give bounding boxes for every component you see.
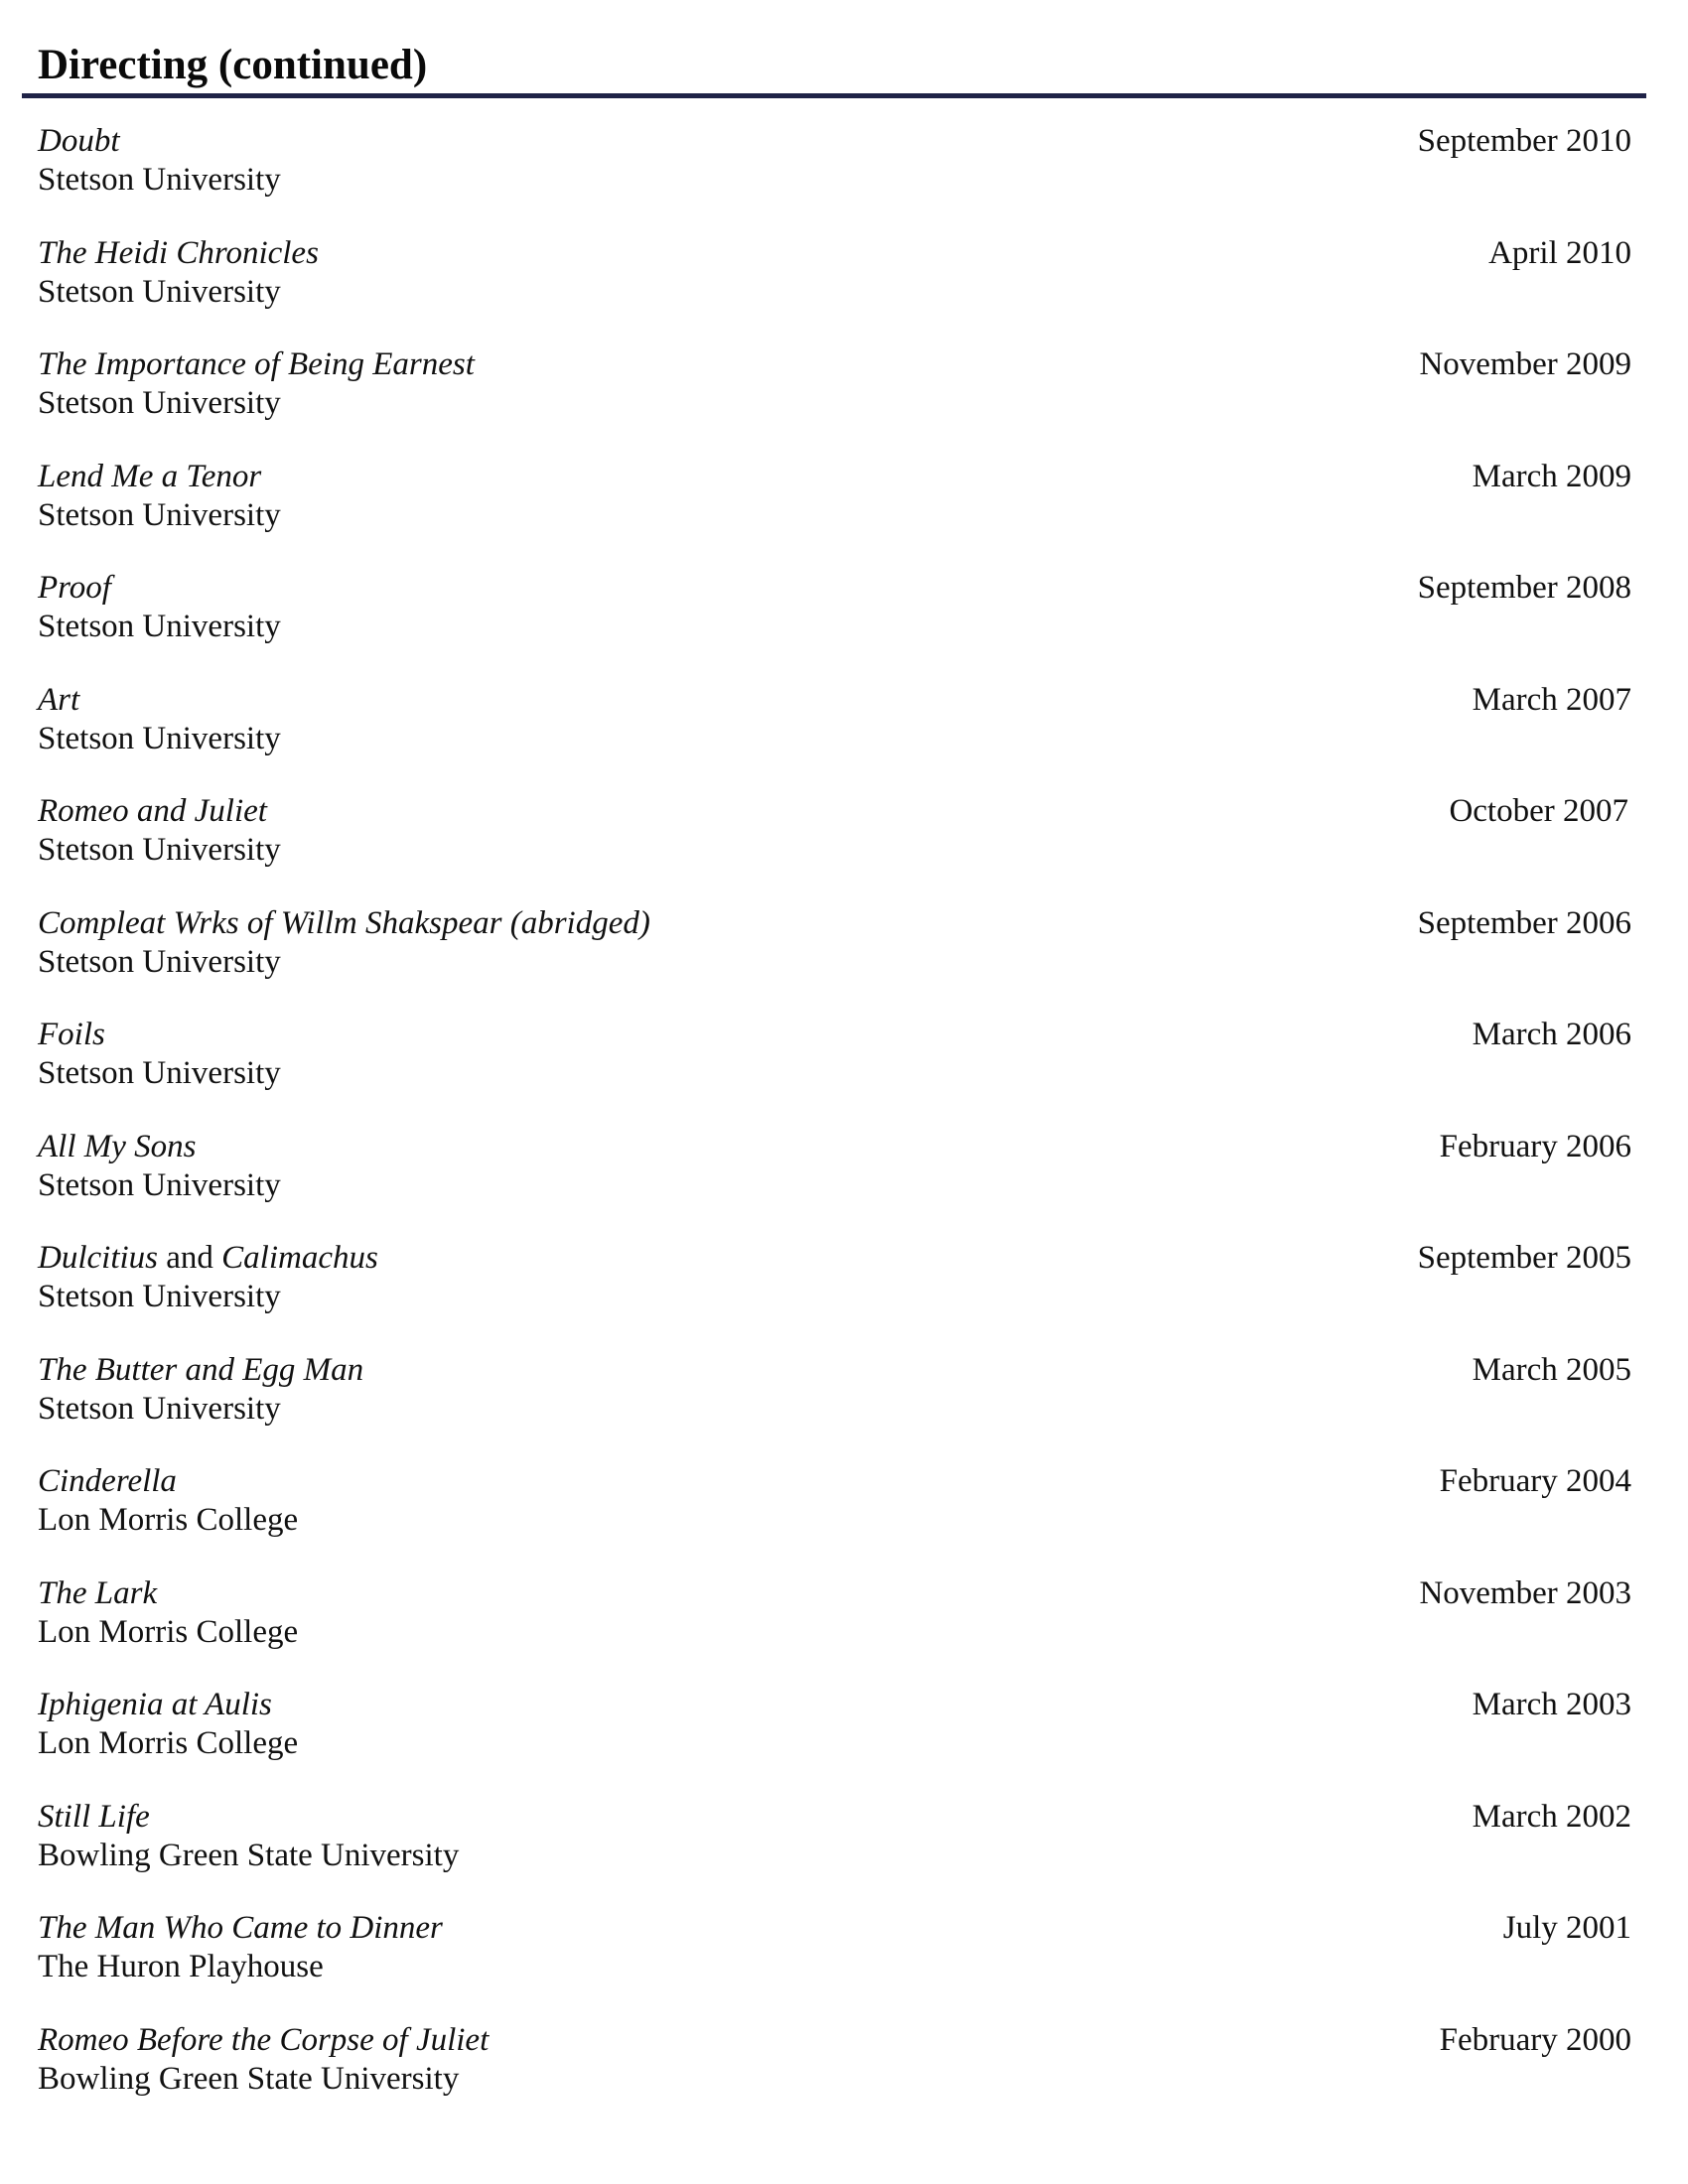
list-item [38, 1238, 1631, 1350]
section-heading: Directing (continued) [38, 42, 428, 88]
list-item [38, 233, 1631, 345]
production-date: October 2007 [1449, 793, 1628, 829]
production-date: November 2003 [1419, 1574, 1631, 1611]
production-venue: Stetson University [38, 943, 281, 980]
list-item [38, 903, 1631, 1016]
list-item [38, 121, 1631, 233]
production-venue: Stetson University [38, 496, 281, 533]
production-venue: Stetson University [38, 1279, 281, 1314]
production-title: Still Life [38, 1798, 150, 1835]
directing-list [38, 121, 1631, 2131]
production-title: The Man Who Came to Dinner [38, 1910, 443, 1946]
production-date: March 2009 [1472, 458, 1631, 494]
list-item [38, 568, 1631, 680]
production-title-part: Calimachus [221, 1240, 378, 1276]
production-title: Art [38, 681, 80, 718]
production-venue: Bowling Green State University [38, 2060, 460, 2097]
production-date: February 2004 [1439, 1463, 1631, 1499]
production-date: September 2006 [1417, 904, 1631, 941]
production-title: All My Sons [38, 1128, 197, 1164]
production-title-joiner: and [158, 1240, 222, 1276]
production-title: Foils [38, 1017, 105, 1052]
production-date: November 2009 [1419, 346, 1631, 382]
list-item [38, 1127, 1631, 1239]
production-title: The Importance of Being Earnest [38, 346, 475, 382]
production-date: September 2008 [1417, 570, 1631, 606]
production-title-part: Dulcitius [38, 1240, 158, 1276]
section-divider [22, 93, 1646, 98]
production-venue: Stetson University [38, 385, 281, 421]
production-date: March 2003 [1472, 1687, 1631, 1722]
list-item [38, 1015, 1631, 1127]
production-title: Romeo Before the Corpse of Juliet [38, 2021, 490, 2058]
production-title: Proof [38, 570, 111, 606]
production-venue: Stetson University [38, 1390, 281, 1427]
production-title: The Butter and Egg Man [38, 1351, 364, 1388]
production-date: September 2010 [1417, 123, 1631, 159]
production-title: Doubt [38, 123, 120, 159]
production-venue: Lon Morris College [38, 1502, 299, 1538]
production-venue: Stetson University [38, 832, 281, 868]
production-date: March 2006 [1472, 1017, 1631, 1052]
production-date: July 2001 [1502, 1910, 1631, 1946]
list-item [38, 791, 1631, 903]
list-item [38, 344, 1631, 457]
production-venue: Stetson University [38, 162, 281, 198]
production-venue: Stetson University [38, 609, 281, 644]
production-date: March 2007 [1472, 681, 1631, 718]
production-title: Cinderella [38, 1463, 177, 1499]
production-venue: Stetson University [38, 273, 281, 310]
list-item [38, 2020, 1631, 2132]
production-title: Lend Me a Tenor [38, 458, 262, 494]
production-date: February 2000 [1439, 2021, 1631, 2058]
list-item [38, 1797, 1631, 1909]
production-venue: Stetson University [38, 1055, 281, 1091]
production-title: Compleat Wrks of Willm Shakspear (abridged) [38, 904, 650, 941]
production-venue: Stetson University [38, 720, 281, 756]
production-date: April 2010 [1488, 234, 1631, 271]
list-item [38, 1461, 1631, 1573]
list-item [38, 1685, 1631, 1797]
production-venue: Bowling Green State University [38, 1837, 460, 1873]
production-date: March 2005 [1472, 1351, 1631, 1388]
list-item [38, 1350, 1631, 1462]
production-title: Iphigenia at Aulis [38, 1687, 272, 1722]
list-item [38, 457, 1631, 569]
list-item [38, 1908, 1631, 2020]
production-venue: The Huron Playhouse [38, 1949, 324, 1984]
production-title: Romeo and Juliet [38, 793, 267, 829]
production-title: The Lark [38, 1574, 158, 1611]
list-item [38, 680, 1631, 792]
production-title: The Heidi Chronicles [38, 234, 319, 271]
production-date: September 2005 [1417, 1240, 1631, 1276]
production-title [38, 1238, 378, 1278]
production-date: February 2006 [1439, 1128, 1631, 1164]
production-venue: Stetson University [38, 1166, 281, 1203]
production-venue: Lon Morris College [38, 1725, 299, 1761]
production-venue: Lon Morris College [38, 1613, 299, 1650]
list-item [38, 1573, 1631, 1686]
production-date: March 2002 [1472, 1798, 1631, 1835]
